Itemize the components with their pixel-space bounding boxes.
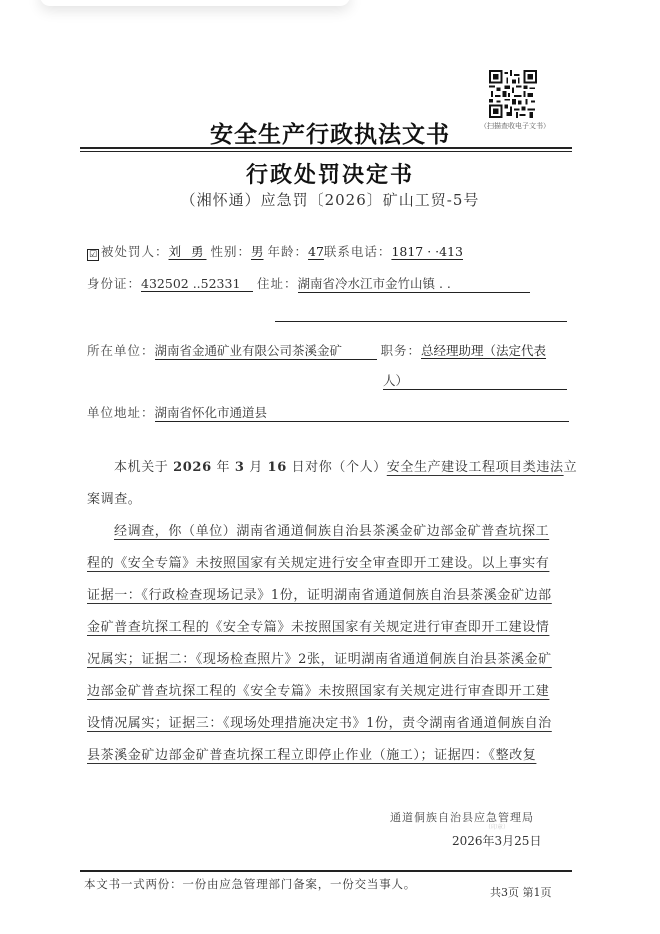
p1-month-suffix: 月 — [249, 460, 263, 475]
age-value: 47 — [308, 244, 324, 259]
page-indicator: 共3页 第1页 — [490, 886, 552, 899]
document-title: 行政处罚决定书 — [245, 163, 414, 188]
findings-line: 县茶溪金矿边部金矿普查坑探工程立即停止作业（施工）；证据四：《整改复 — [87, 748, 537, 763]
p1-prefix: 本机关于 — [114, 460, 169, 475]
employer-label: 所在单位： — [87, 343, 155, 358]
id-value: 432502 ..52331 — [141, 276, 253, 292]
position-continuation — [383, 371, 567, 390]
position-value-line2: 人） — [383, 371, 567, 390]
p1-year-suffix: 年 — [216, 460, 231, 475]
position-value-line1: 总经理助理（法定代表 — [421, 343, 547, 358]
footer-rule — [80, 870, 572, 872]
p1-case-type: 安全生产建设工程项目类违法 — [386, 460, 564, 475]
checkbox-checked-icon[interactable]: ☑ — [88, 250, 98, 260]
p1-month: 3 — [234, 460, 245, 475]
window-shadow — [40, 0, 350, 6]
findings-line: 经调查，你（单位）湖南省通道侗族自治县茶溪金矿边部金矿普查坑探工 — [114, 524, 550, 539]
qr-caption: （扫描查收电子文书） — [480, 122, 550, 130]
phone-value: 1817 · ·413 — [391, 244, 464, 259]
position-label: 职务： — [380, 343, 422, 358]
p1-day: 16 — [267, 460, 287, 475]
employer-row — [87, 341, 546, 360]
paragraph-1-line-2: 案调查。 — [87, 492, 142, 507]
p1-year: 2026 — [173, 460, 212, 475]
id-label: 身份证： — [87, 276, 142, 291]
findings-line: 证据一：《行政检查现场记录》1份，证明湖南省通道侗族自治县茶溪金矿边部 — [87, 588, 552, 603]
seal-placeholder: （印章） — [485, 824, 510, 831]
issuing-agency: 通道侗族自治县应急管理局 — [390, 811, 534, 824]
findings-line: 设情况属实；证据三：《现场处理措施决定书》1份，责令湖南省通道侗族自治 — [87, 716, 552, 731]
document-series-title: 安全生产行政执法文书 — [210, 122, 450, 148]
penalized-label: 被处罚人： — [101, 244, 169, 259]
penalized-party-row — [87, 242, 463, 261]
issue-date: 2026年3月25日 — [452, 834, 542, 848]
phone-label: 联系电话： — [323, 244, 392, 259]
findings-line: 况属实；证据二：《现场检查照片》2张，证明湖南省通道侗族自治县茶溪金矿 — [87, 652, 552, 667]
findings-line: 金矿普查坑探工程的《安全专篇》未按照国家有关规定进行审查即开工建设情 — [87, 620, 550, 635]
employer-address-value: 湖南省怀化市通道县 — [155, 403, 569, 422]
employer-address-label: 单位地址： — [87, 405, 155, 420]
gender-label: 性别： — [210, 244, 251, 259]
name-value: 刘 勇 — [168, 244, 207, 259]
address-continuation-line — [275, 321, 567, 322]
qr-code-icon[interactable] — [489, 70, 537, 118]
employer-value: 湖南省金通矿业有限公司茶溪金矿 — [155, 341, 377, 360]
document-number: （湘怀通）应急罚〔2026〕矿山工贸-5号 — [180, 191, 480, 209]
gender-value: 男 — [251, 244, 264, 259]
footer-note: 本文书一式两份：一份由应急管理部门备案，一份交当事人。 — [84, 877, 417, 891]
p1-tail: 立 — [563, 460, 578, 475]
p1-day-suffix: 日对你（个人） — [291, 460, 387, 475]
address-value: 湖南省冷水江市金竹山镇 . . — [298, 274, 530, 293]
header-double-rule — [80, 147, 572, 152]
id-address-row — [87, 274, 530, 293]
paragraph-1-line-1 — [114, 456, 577, 475]
age-label: 年龄： — [267, 244, 309, 259]
employer-address-row — [87, 403, 569, 422]
findings-line: 边部金矿普查坑探工程的《安全专篇》未按照国家有关规定进行审查即开工建 — [87, 684, 550, 699]
findings-line: 程的《安全专篇》未按照国家有关规定进行安全审查即开工建设。以上事实有 — [87, 556, 550, 571]
address-label: 住址： — [257, 276, 298, 291]
